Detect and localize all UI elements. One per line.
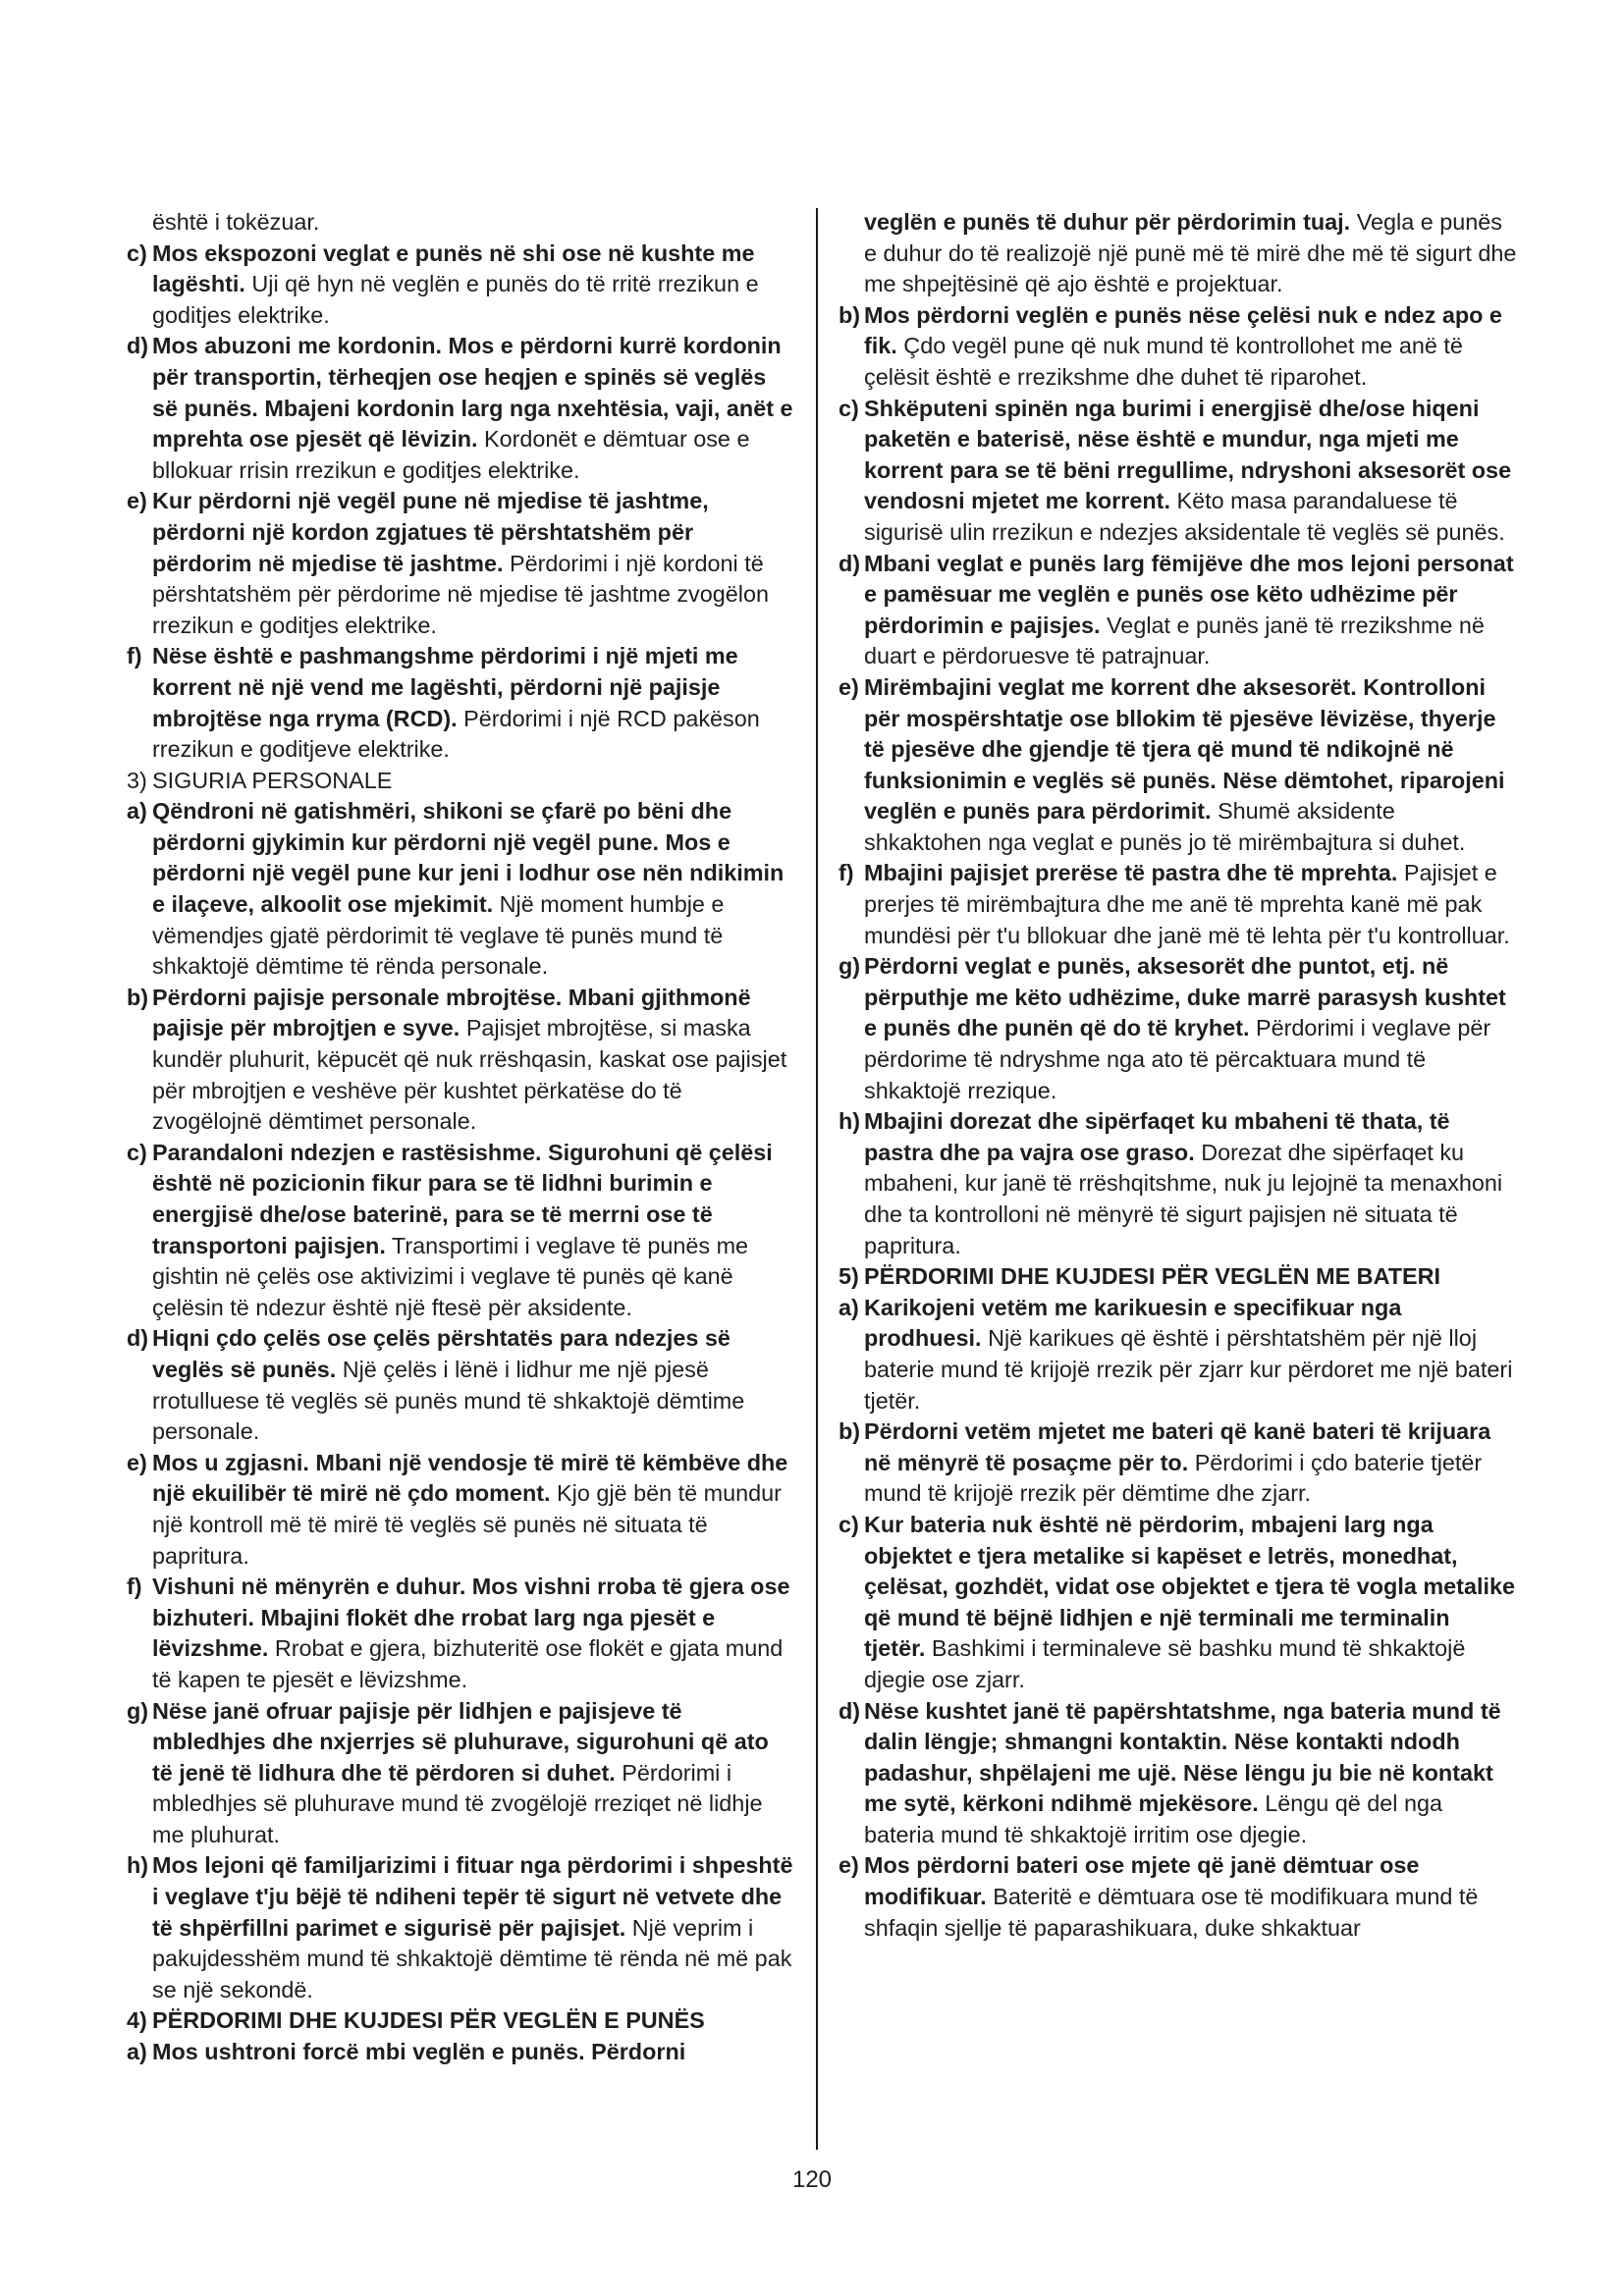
personal-item-c: c) Parandaloni ndezjen e rastësishme. Sigurohuni që çelësi është në pozicionin fikur para se të lidhni burimin e energjisë dhe/ose baterinë, para se të merrni ose të transportoni pajisjen. Transportimi i veglave të punës me gishtin në çelës ose aktivizimi i veglave të punës që kanë çelësin të ndezur është një ftesë për aksidente. — [127, 1139, 773, 1320]
left-column — [128, 207, 795, 2068]
safety-item-c: c) Mos ekspozoni veglat e punës në shi ose në kushte me lagështi. Uji që hyn në veglën e punës do të rritë rrezikun e goditjes elektrike. — [127, 240, 759, 328]
personal-item-b: b) Përdorni pajisje personale mbrojtëse. Mbani gjithmonë pajisje për mbrojtjen e syve. Pajisjet mbrojtëse, si maska kundër pluhurit, këpucët që nuk rrëshqasin, kaskat ose pajisjet për mbrojtjen e veshëve për kushtet përkatëse do të zvogëlojnë dëmtimet personale. — [127, 984, 787, 1135]
battery-item-b: b) Përdorni vetëm mjetet me bateri që kanë bateri të krijuara në mënyrë të posaçme për to. Përdorimi i çdo baterie tjetër mund të krijojë rrezik për dëmtime dhe zjarr. — [839, 1418, 1491, 1507]
safety-item-f: f) Nëse është e pashmangshme përdorimi i një mjeti me korrent në një vend me lagështi, përdorni një pajisje mbrojtëse nga rryma (RCD). Përdorimi i një RCD pakëson rrezikun e goditjeve elektrike. — [127, 643, 760, 763]
battery-item-d: d) Nëse kushtet janë të papërshtatshme, nga bateria mund të dalin lëngje; shmangni kontaktin. Nëse kontakti ndodh padashur, shpëlajeni me ujë. Nëse lëngu ju bie në kontakt me sytë, kërkoni ndihmë mjekësore. Lëngu që del nga bateria mund të shkaktojë irritim ose djegie. — [839, 1697, 1501, 1847]
right-column — [839, 207, 1517, 1944]
page-number: 120 — [791, 2166, 833, 2193]
tool-item-g: g) Përdorni veglat e punës, aksesorët dhe puntot, etj. në përputhje me këto udhëzime, duke marrë parasysh kushtet e punës dhe punën që do të kryhet. Përdorimi i veglave për përdorime të ndryshme nga ato të përcaktuara mund të shkaktojë rrezique. — [839, 953, 1506, 1103]
continuation-text: është i tokëzuar. — [152, 209, 320, 235]
personal-item-h: h) Mos lejoni që familjarizimi i fituar nga përdorimi i shpeshtë i veglave t'ju bëjë të ndiheni tepër të sigurt në vetvete dhe të shpërfillni parimet e sigurisë për pajisjet. Një veprim i pakujdesshëm mund të shkaktojë dëmtime të rënda në më pak se një sekondë. — [127, 1852, 793, 2002]
column-divider — [816, 208, 818, 2150]
personal-item-d: d) Hiqni çdo çelës ose çelës përshtatës para ndezjes së veglës së punës. Një çelës i lënë i lidhur me një pjesë rrotulluese të veglës së punës mund të shkaktojë dëmtime personale. — [127, 1325, 745, 1445]
personal-item-a: a) Qëndroni në gatishmëri, shikoni se çfarë po bëni dhe përdorni gjykimin kur përdorni një vegël pune. Mos e përdorni një vegël pune kur jeni i lodhur ose nën ndikimin e ilaçeve, alkoolit ose mjekimit. Një moment humbje e vëmendjes gjatë përdorimit të veglave të punës mund të shkaktojë dëmtime të rënda personale. — [127, 798, 785, 980]
battery-item-a: a) Karikojeni vetëm me karikuesin e specifikuar nga prodhuesi. Një karikues që është i përshtatshëm për një lloj baterie mund të krijojë rrezik për zjarr kur përdoret me një bateri tjetër. — [839, 1294, 1513, 1414]
safety-item-e: e) Kur përdorni një vegël pune në mjedise të jashtme, përdorni një kordon zgjatues të përshtatshëm për përdorim në mjedise të jashtme. Përdorimi i një kordoni të përshtatshëm për përdorime në mjedise të jashtme zvogëlon rrezikun e goditjes elektrike. — [127, 488, 769, 638]
personal-item-g: g) Nëse janë ofruar pajisje për lidhjen e pajisjeve të mbledhjes dhe nxjerrjes së pluhurave, sigurohuni që ato të jenë të lidhura dhe të përdoren si duhet. Përdorimi i mbledhjes së pluhurave mund të zvogëlojë rreziqet në lidhje me pluhurat. — [127, 1697, 769, 1847]
tool-item-a: a) Mos ushtroni forcë mbi veglën e punës. Përdorni — [127, 2039, 686, 2065]
section-heading-tool-use: 4) PËRDORIMI DHE KUJDESI PËR VEGLËN E PUNËS — [127, 2007, 705, 2034]
section-heading-personal-safety: 3) SIGURIA PERSONALE — [127, 767, 393, 793]
tool-item-b: b) Mos përdorni veglën e punës nëse çelësi nuk e ndez apo e fik. Çdo vegël pune që nuk mund të kontrollohet me anë të çelësit është e rrezikshme dhe duhet të riparohet. — [839, 301, 1502, 390]
tool-item-f: f) Mbajini pajisjet prerëse të pastra dhe të mprehta. Pajisjet e prerjes të mirëmbajtura dhe me anë të mprehta kanë më pak mundësi për t'u bllokuar dhe janë më të lehta për t'u kontrolluar. — [839, 860, 1510, 948]
battery-item-c: c) Kur bateria nuk është në përdorim, mbajeni larg nga objektet e tjera metalike si kapëset e letrës, monedhat, çelësat, gozhdët, vidat ose objektet e tjera të vogla metalike që mund të bëjnë lidhjen e një terminali me terminalin tjetër. Bashkimi i terminaleve së bashku mund të shkaktojë djegie ose zjarr. — [839, 1511, 1515, 1692]
tool-item-h: h) Mbajini dorezat dhe sipërfaqet ku mbaheni të thata, të pastra dhe pa vajra ose graso. Dorezat dhe sipërfaqet ku mbaheni, kur janë të rrëshqitshme, nuk ju lejojnë ta menaxhoni dhe ta kontrolloni në mënyrë të sigurt pajisjen në situata të papritura. — [839, 1108, 1503, 1258]
safety-item-d: d) Mos abuzoni me kordonin. Mos e përdorni kurrë kordonin për transportin, tërheqjen ose heqjen e spinës së veglës së punës. Mbajeni kordonin larg nga nxehtësia, vaji, anët e mprehta ose pjesët që lëvizin. Kordonët e dëmtuar ose e bllokuar rrisin rrezikun e goditjes elektrike. — [127, 333, 793, 483]
battery-item-e: e) Mos përdorni bateri ose mjete që janë dëmtuar ose modifikuar. Bateritë e dëmtuara ose të modifikuara mund të shfaqin sjellje të paparashikuara, duke shkaktuar — [839, 1852, 1479, 1941]
tool-item-e: e) Mirëmbajini veglat me korrent dhe aksesorët. Kontrolloni për mospërshtatje ose bllokim të pjesëve lëvizëse, thyerje të pjesëve dhe gjendje të tjera që mund të ndikojnë në funksionimin e veglës së punës. Nëse dëmtohet, riparojeni veglën e punës para përdorimit. Shumë aksidente shkaktohen nga veglat e punës jo të mirëmbajtura si duhet. — [839, 673, 1505, 855]
tool-item-d: d) Mbani veglat e punës larg fëmijëve dhe mos lejoni personat e pamësuar me veglën e punës ose këto udhëzime për përdorimin e pajisjes. Veglat e punës janë të rrezikshme në duart e përdoruesve të patrajnuar. — [839, 550, 1514, 669]
personal-item-e: e) Mos u zgjasni. Mbani një vendosje të mirë të këmbëve dhe një ekuilibër të mirë në çdo moment. Kjo gjë bën të mundur një kontroll më të mirë të veglës së punës në situata të papritura. — [127, 1449, 788, 1569]
tool-item-a-continued: veglën e punës të duhur për përdorimin tuaj. Vegla e punës e duhur do të realizojë një punë më të mirë dhe më të sigurt dhe me shpejtësinë që ajo është e projektuar. — [864, 209, 1517, 297]
section-heading-battery-tool: 5) PËRDORIMI DHE KUJDESI PËR VEGLËN ME BATERI — [839, 1263, 1441, 1290]
personal-item-f: f) Vishuni në mënyrën e duhur. Mos vishni rroba të gjera ose bizhuteri. Mbajini flokët dhe rrobat larg nga pjesët e lëvizshme. Rrobat e gjera, bizhuteritë ose flokët e gjata mund të kapen te pjesët e lëvizshme. — [127, 1574, 790, 1692]
tool-item-c: c) Shkëputeni spinën nga burimi i energjisë dhe/ose hiqeni paketën e baterisë, nëse është e mundur, nga mjeti me korrent para se të bëni rregullime, ndryshoni aksesorët ose vendosni mjetet me korrent. Këto masa parandaluese të sigurisë ulin rrezikun e ndezjes aksidentale të veglës së punës. — [839, 395, 1512, 545]
